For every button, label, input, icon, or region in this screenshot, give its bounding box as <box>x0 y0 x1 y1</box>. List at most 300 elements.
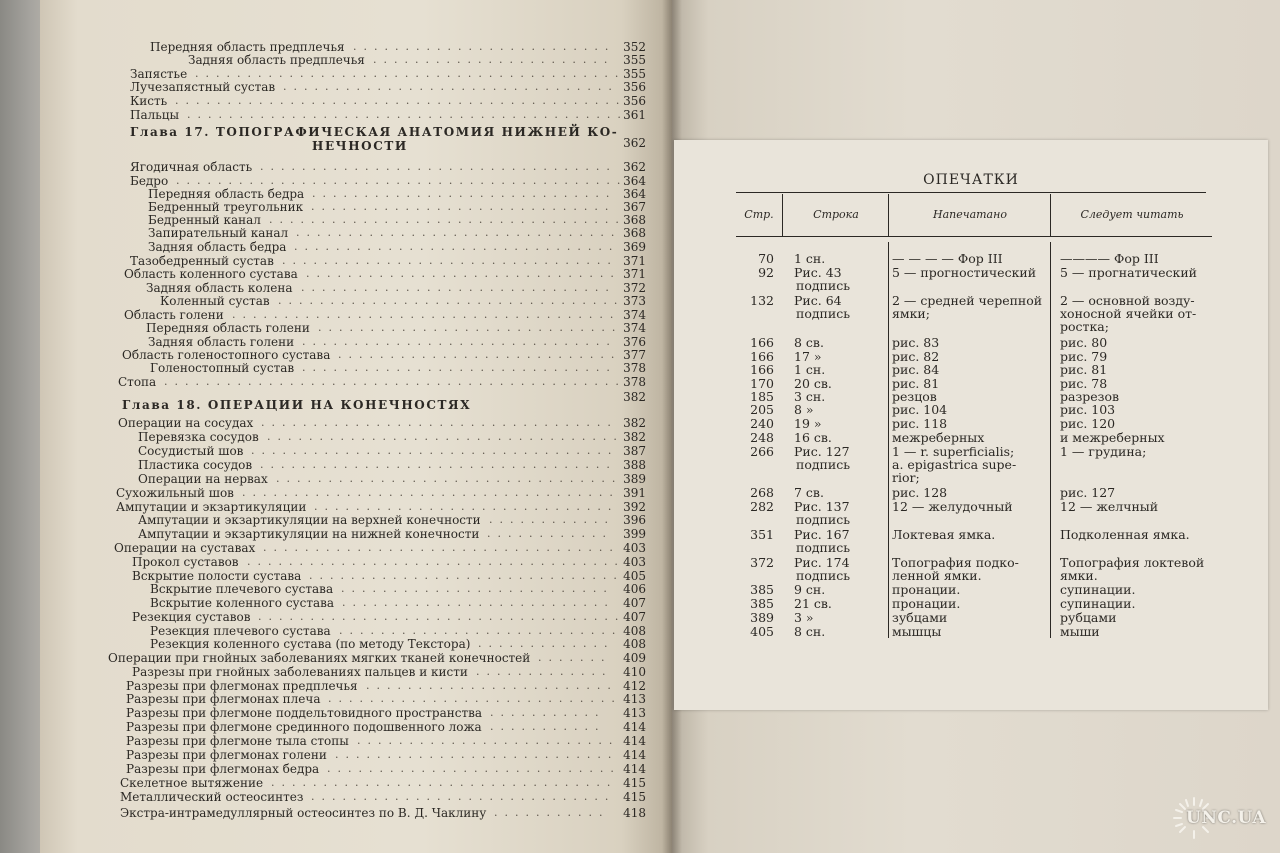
toc-entry-page: 414 <box>623 762 646 776</box>
toc-entry <box>40 806 670 820</box>
toc-leader-dots: ................................. <box>271 776 618 789</box>
toc-entry <box>40 281 670 295</box>
errata-printed-cont: a. epigastrica supe- <box>892 457 1017 472</box>
errata-line-caption: подпись <box>796 457 851 472</box>
toc-leader-dots: ........................... <box>338 348 622 361</box>
toc-entry-title: Разрезы при флегмоне тыла стопы <box>126 734 349 748</box>
toc-entry <box>40 582 670 596</box>
toc-entry-page: 408 <box>623 637 646 651</box>
toc-entry <box>40 53 670 67</box>
chapter-heading: Глава 18. ОПЕРАЦИИ НА КОНЕЧНОСТЯХ <box>122 398 472 412</box>
toc-entry-page: 415 <box>623 776 646 790</box>
toc-leader-dots: ........................... <box>339 624 623 637</box>
toc-entry-page: 368 <box>623 226 646 240</box>
toc-entry-page: 409 <box>623 651 646 665</box>
toc-entry-title: Передняя область предплечья <box>150 40 345 54</box>
errata-line-caption: подпись <box>796 512 851 527</box>
chapter-heading-continued: НЕЧНОСТИ <box>312 139 408 153</box>
toc-entry-page: 387 <box>623 444 646 458</box>
toc-entry-title: Пластика сосудов <box>138 458 253 472</box>
toc-leader-dots: ............................ <box>328 692 622 705</box>
toc-entry-page: 371 <box>623 267 646 281</box>
toc-entry <box>40 472 670 486</box>
toc-entry-title: Вскрытие полости сустава <box>132 569 302 583</box>
errata-page: 385 <box>750 596 774 611</box>
errata-header-page: Стр. <box>744 208 774 221</box>
toc-entry-page: 376 <box>623 335 646 349</box>
toc-entry <box>40 213 670 227</box>
toc-leader-dots: .......................................... <box>187 108 628 121</box>
toc-leader-dots: ............................ <box>327 762 621 775</box>
toc-leader-dots: ................................ <box>283 80 619 93</box>
toc-leader-dots: .................................. <box>267 430 624 443</box>
errata-correct: рубцами <box>1060 610 1117 625</box>
toc-entry-page: 405 <box>623 569 646 583</box>
errata-page: 132 <box>750 293 774 308</box>
toc-entry <box>40 174 670 188</box>
toc-entry-title: Операции на нервах <box>138 472 268 486</box>
toc-entry-page: 407 <box>623 596 646 610</box>
errata-header-line: Строка <box>813 208 859 221</box>
toc-entry <box>40 40 670 54</box>
errata-col-divider <box>1050 242 1051 638</box>
toc-leader-dots: ............ <box>489 513 615 526</box>
chapter-page: 362 <box>623 136 646 150</box>
toc-entry-page: 413 <box>623 706 646 720</box>
toc-entry <box>40 240 670 254</box>
toc-leader-dots: .............................. <box>306 267 621 280</box>
toc-entry <box>40 444 670 458</box>
errata-line-caption: подпись <box>796 306 851 321</box>
toc-leader-dots: .................................. <box>269 213 626 226</box>
toc-entry <box>40 569 670 583</box>
errata-page: 185 <box>750 389 774 404</box>
errata-printed-cont: ленной ямки. <box>892 568 982 583</box>
toc-entry <box>40 679 670 693</box>
toc-entry-title: Голеностопный сустав <box>150 361 295 375</box>
toc-entry <box>40 108 670 122</box>
toc-entry-page: 396 <box>623 513 646 527</box>
toc-entry-page: 364 <box>623 187 646 201</box>
toc-entry-title: Коленный сустав <box>160 294 270 308</box>
toc-entry-title: Тазобедренный сустав <box>130 254 274 268</box>
toc-leader-dots: .................................. <box>260 458 617 471</box>
toc-entry <box>40 160 670 174</box>
toc-entry-title: Экстра-интрамедуллярный остеосинтез по В. Д. Чаклину <box>120 806 487 820</box>
toc-leader-dots: ............ <box>487 527 613 540</box>
toc-entry-page: 382 <box>623 416 646 430</box>
toc-leader-dots: ................................. <box>278 294 625 307</box>
errata-page: 70 <box>758 251 774 266</box>
errata-line: 3 » <box>794 610 814 625</box>
toc-entry <box>40 416 670 430</box>
toc-entry-page: 364 <box>623 174 646 188</box>
toc-entry-title: Сухожильный шов <box>116 486 234 500</box>
watermark <box>1172 796 1272 842</box>
toc-entry <box>40 734 670 748</box>
toc-leader-dots: ........................................... <box>175 94 627 107</box>
toc-leader-dots: .................................. <box>263 541 620 554</box>
toc-entry-page: 392 <box>623 500 646 514</box>
toc-entry-title: Задняя область голени <box>148 335 295 349</box>
toc-leader-dots: ....... <box>538 651 612 664</box>
errata-line: Рис. 174 <box>794 555 850 570</box>
toc-entry-page: 378 <box>623 375 646 389</box>
toc-entry-page: 368 <box>623 213 646 227</box>
toc-leader-dots: ......................................... <box>195 67 626 80</box>
errata-page: 282 <box>750 499 774 514</box>
toc-entry-page: 403 <box>623 555 646 569</box>
toc-leader-dots: ......................... <box>357 734 620 747</box>
toc-entry-title: Задняя область предплечья <box>188 53 365 67</box>
left-page-table-of-contents <box>40 0 672 853</box>
errata-correct: рис. 79 <box>1060 349 1108 364</box>
toc-leader-dots: ............................... <box>296 226 622 239</box>
errata-correct: Топография локтевой <box>1060 555 1205 570</box>
errata-printed: рис. 83 <box>892 335 940 350</box>
toc-leader-dots: ....................... <box>373 53 615 66</box>
toc-entry <box>40 67 670 81</box>
errata-printed: рис. 128 <box>892 485 948 500</box>
errata-line: Рис. 137 <box>794 499 850 514</box>
toc-entry-title: Резекция суставов <box>132 610 251 624</box>
toc-entry-title: Разрезы при флегмоне срединного подошвенного ложа <box>126 720 482 734</box>
toc-entry <box>40 596 670 610</box>
toc-entry-page: 382 <box>623 430 646 444</box>
errata-correct: рис. 127 <box>1060 485 1116 500</box>
toc-entry <box>40 527 670 541</box>
toc-entry-page: 399 <box>623 527 646 541</box>
errata-printed: 5 — прогностический <box>892 265 1037 280</box>
toc-entry-title: Запястье <box>130 67 188 81</box>
toc-entry-page: 415 <box>623 790 646 804</box>
errata-col-divider <box>1050 194 1051 236</box>
errata-line: Рис. 64 <box>794 293 842 308</box>
toc-entry-title: Резекция плечевого сустава <box>150 624 331 638</box>
toc-entry-title: Металлический остеосинтез <box>120 790 304 804</box>
toc-entry <box>40 513 670 527</box>
toc-entry-title: Разрезы при флегмоне поддельтовидного пространства <box>126 706 483 720</box>
errata-page: 92 <box>758 265 774 280</box>
errata-printed-cont: ямки; <box>892 306 930 321</box>
toc-leader-dots: .......................... <box>342 596 615 609</box>
toc-entry <box>40 637 670 651</box>
errata-line: 1 сн. <box>794 362 826 377</box>
errata-printed: Топография подко- <box>892 555 1019 570</box>
errata-printed: мышцы <box>892 624 942 639</box>
toc-entry-page: 371 <box>623 254 646 268</box>
toc-entry <box>40 361 670 375</box>
toc-entry-title: Разрезы при флегмонах предплечья <box>126 679 358 693</box>
toc-entry <box>40 80 670 94</box>
toc-entry-title: Разрезы при флегмонах бедра <box>126 762 320 776</box>
toc-entry <box>40 308 670 322</box>
toc-entry-title: Стопа <box>118 375 157 389</box>
toc-entry <box>40 720 670 734</box>
toc-entry-page: 418 <box>623 806 646 820</box>
errata-line-caption: подпись <box>796 278 851 293</box>
toc-entry-title: Пальцы <box>130 108 180 122</box>
errata-line: 17 » <box>794 349 822 364</box>
toc-leader-dots: ............................. <box>312 187 617 200</box>
toc-entry <box>40 776 670 790</box>
errata-correct: Подколенная ямка. <box>1060 527 1190 542</box>
toc-entry-page: 408 <box>623 624 646 638</box>
errata-line: 1 сн. <box>794 251 826 266</box>
errata-line: Рис. 43 <box>794 265 842 280</box>
errata-correct: рис. 80 <box>1060 335 1108 350</box>
toc-entry-title: Задняя область колена <box>146 281 293 295</box>
errata-top-rule <box>736 192 1206 193</box>
toc-entry <box>40 254 670 268</box>
toc-entry <box>40 321 670 335</box>
toc-entry-title: Операции на суставах <box>114 541 256 555</box>
toc-entry-title: Разрезы при гнойных заболеваниях пальцев и кисти <box>132 665 468 679</box>
toc-entry-page: 389 <box>623 472 646 486</box>
toc-entry-title: Кисть <box>130 94 168 108</box>
errata-col-divider <box>782 194 783 236</box>
toc-leader-dots: ......................... <box>353 40 616 53</box>
errata-printed: рис. 84 <box>892 362 940 377</box>
errata-correct: 1 — грудина; <box>1060 444 1147 459</box>
toc-entry <box>40 335 670 349</box>
toc-entry-title: Прокол суставов <box>132 555 239 569</box>
errata-header-correct: Следует читать <box>1080 208 1184 221</box>
errata-correct: 2 — основной возду- <box>1060 293 1195 308</box>
toc-entry-title: Разрезы при флегмонах плеча <box>126 692 321 706</box>
errata-correct: рис. 103 <box>1060 402 1116 417</box>
toc-entry <box>40 555 670 569</box>
toc-entry <box>40 610 670 624</box>
toc-leader-dots: .............................. <box>302 361 617 374</box>
errata-correct-cont: хоносной ячейки от- <box>1060 306 1197 321</box>
errata-correct: рис. 120 <box>1060 416 1116 431</box>
toc-entry-page: 374 <box>623 308 646 322</box>
toc-entry-page: 355 <box>623 67 646 81</box>
toc-leader-dots: ............................. <box>311 200 616 213</box>
toc-entry <box>40 665 670 679</box>
errata-correct: 12 — желчный <box>1060 499 1159 514</box>
toc-leader-dots: ........... <box>494 806 610 819</box>
toc-leader-dots: .................................... <box>242 486 620 499</box>
chapter-page: 382 <box>623 390 646 404</box>
errata-page: 385 <box>750 582 774 597</box>
toc-entry <box>40 706 670 720</box>
toc-entry-title: Вскрытие плечевого сустава <box>150 582 334 596</box>
errata-page: 248 <box>750 430 774 445</box>
toc-entry <box>40 486 670 500</box>
errata-printed: резцов <box>892 389 937 404</box>
toc-entry <box>40 294 670 308</box>
toc-entry-title: Бедренный канал <box>148 213 261 227</box>
toc-entry-page: 372 <box>623 281 646 295</box>
errata-printed: пронации. <box>892 596 961 611</box>
toc-entry <box>40 762 670 776</box>
errata-correct: рис. 81 <box>1060 362 1108 377</box>
toc-entry-page: 413 <box>623 692 646 706</box>
toc-entry-title: Ампутации и экзартикуляции на нижней конечности <box>138 527 480 541</box>
toc-entry-page: 388 <box>623 458 646 472</box>
toc-leader-dots: .................................. <box>260 160 617 173</box>
toc-entry-page: 391 <box>623 486 646 500</box>
toc-entry-page: 377 <box>623 348 646 362</box>
errata-page: 405 <box>750 624 774 639</box>
toc-entry-page: 414 <box>623 734 646 748</box>
errata-header-printed: Напечатано <box>932 208 1007 221</box>
errata-line: 3 сн. <box>794 389 826 404</box>
toc-leader-dots: ............. <box>478 637 615 650</box>
errata-line: 8 сн. <box>794 624 826 639</box>
errata-sheet <box>674 140 1268 710</box>
toc-entry-title: Скелетное вытяжение <box>120 776 264 790</box>
errata-printed: — — — — Фор III <box>892 251 1003 266</box>
toc-entry-page: 361 <box>623 108 646 122</box>
errata-line-caption: подпись <box>796 540 851 555</box>
errata-line: 19 » <box>794 416 822 431</box>
errata-line: 8 » <box>794 402 814 417</box>
errata-line-caption: подпись <box>796 568 851 583</box>
errata-page: 240 <box>750 416 774 431</box>
errata-header-rule <box>736 236 1212 237</box>
errata-printed-cont: rior; <box>892 470 920 485</box>
toc-leader-dots: ........................ <box>366 679 618 692</box>
toc-entry <box>40 624 670 638</box>
toc-entry <box>40 187 670 201</box>
chapter-heading: Глава 17. ТОПОГРАФИЧЕСКАЯ АНАТОМИЯ НИЖНЕЙ КО- <box>130 125 619 139</box>
errata-page: 351 <box>750 527 774 542</box>
errata-correct: супинации. <box>1060 582 1136 597</box>
toc-entry-title: Область коленного сустава <box>124 267 298 281</box>
toc-leader-dots: .................................... <box>247 555 625 568</box>
toc-entry-page: 403 <box>623 541 646 555</box>
errata-line: 9 сн. <box>794 582 826 597</box>
toc-entry-title: Разрезы при флегмонах голени <box>126 748 327 762</box>
toc-leader-dots: ..................................... <box>232 308 621 321</box>
toc-entry-page: 374 <box>623 321 646 335</box>
toc-entry <box>40 651 670 665</box>
errata-printed: 12 — желудочный <box>892 499 1013 514</box>
toc-leader-dots: .............................. <box>302 335 617 348</box>
toc-entry-page: 367 <box>623 200 646 214</box>
toc-entry-page: 378 <box>623 361 646 375</box>
toc-entry <box>40 692 670 706</box>
errata-col-divider <box>888 194 889 236</box>
toc-entry-title: Вскрытие коленного сустава <box>150 596 335 610</box>
toc-entry <box>40 500 670 514</box>
errata-line: 21 св. <box>794 596 832 611</box>
toc-entry-page: 412 <box>623 679 646 693</box>
toc-leader-dots: ................................... <box>258 610 626 623</box>
errata-correct: ———— Фор III <box>1060 251 1159 266</box>
toc-leader-dots: ............................. <box>311 790 616 803</box>
toc-entry-page: 362 <box>623 160 646 174</box>
toc-entry-title: Сосудистый шов <box>138 444 244 458</box>
errata-correct: разрезов <box>1060 389 1120 404</box>
toc-entry-page: 407 <box>623 610 646 624</box>
errata-line: 20 св. <box>794 376 832 391</box>
toc-entry <box>40 430 670 444</box>
toc-entry-page: 414 <box>623 748 646 762</box>
toc-entry <box>40 748 670 762</box>
toc-leader-dots: ............................... <box>294 240 620 253</box>
errata-page: 205 <box>750 402 774 417</box>
toc-leader-dots: ............................................ <box>164 375 626 388</box>
toc-entry-title: Резекция коленного сустава (по методу Текстора) <box>150 637 471 651</box>
toc-entry <box>40 375 670 389</box>
errata-printed: рис. 81 <box>892 376 940 391</box>
errata-printed: 1 — r. superficialis; <box>892 444 1015 459</box>
toc-entry-title: Ампутации и экзартикуляции <box>116 500 307 514</box>
toc-leader-dots: ............. <box>476 665 613 678</box>
errata-line: Рис. 167 <box>794 527 850 542</box>
errata-correct: мыши <box>1060 624 1100 639</box>
toc-entry-page: 414 <box>623 720 646 734</box>
errata-line: 8 св. <box>794 335 824 350</box>
toc-entry-page: 356 <box>623 94 646 108</box>
toc-leader-dots: ........... <box>490 706 606 719</box>
errata-page: 166 <box>750 349 774 364</box>
errata-page: 372 <box>750 555 774 570</box>
toc-entry <box>40 458 670 472</box>
watermark-text: UNC.UA <box>1186 808 1267 828</box>
errata-correct-cont: ямки. <box>1060 568 1098 583</box>
toc-entry-title: Лучезапястный сустав <box>130 80 276 94</box>
toc-leader-dots: ........... <box>490 720 606 733</box>
errata-printed: зубцами <box>892 610 948 625</box>
errata-page: 166 <box>750 362 774 377</box>
toc-entry-title: Задняя область бедра <box>148 240 287 254</box>
errata-printed: 2 — средней черепной <box>892 293 1043 308</box>
toc-entry <box>40 348 670 362</box>
errata-title: ОПЕЧАТКИ <box>923 172 1019 188</box>
errata-correct: 5 — прогнатический <box>1060 265 1197 280</box>
toc-entry-title: Область голени <box>124 308 224 322</box>
toc-leader-dots: ........................... <box>335 748 619 761</box>
toc-entry-page: 369 <box>623 240 646 254</box>
errata-printed: рис. 118 <box>892 416 948 431</box>
errata-page: 170 <box>750 376 774 391</box>
toc-entry-page: 406 <box>623 582 646 596</box>
toc-entry <box>40 94 670 108</box>
toc-entry <box>40 226 670 240</box>
errata-page: 266 <box>750 444 774 459</box>
errata-line: 7 св. <box>794 485 824 500</box>
toc-leader-dots: .......................... <box>341 582 614 595</box>
toc-leader-dots: ................................. <box>276 472 623 485</box>
toc-entry-title: Ампутации и экзартикуляции на верхней конечности <box>138 513 481 527</box>
toc-leader-dots: ................................... <box>251 444 619 457</box>
toc-leader-dots: .................................. <box>261 416 618 429</box>
errata-col-divider <box>888 242 889 638</box>
errata-correct-cont: ростка; <box>1060 319 1109 334</box>
errata-page: 166 <box>750 335 774 350</box>
toc-entry-page: 356 <box>623 80 646 94</box>
toc-leader-dots: ............................. <box>314 500 619 513</box>
toc-entry-page: 410 <box>623 665 646 679</box>
toc-entry <box>40 200 670 214</box>
toc-entry <box>40 541 670 555</box>
toc-entry-title: Бедренный треугольник <box>148 200 304 214</box>
toc-entry-title: Область голеностопного сустава <box>122 348 331 362</box>
errata-printed: межреберных <box>892 430 985 445</box>
toc-leader-dots: .............................. <box>301 281 616 294</box>
toc-entry-title: Операции при гнойных заболеваниях мягких тканей конечностей <box>108 651 531 665</box>
errata-printed: пронации. <box>892 582 961 597</box>
toc-leader-dots: ........................................... <box>176 174 628 187</box>
errata-line: Рис. 127 <box>794 444 850 459</box>
toc-entry <box>40 790 670 804</box>
toc-leader-dots: ............................. <box>318 321 623 334</box>
